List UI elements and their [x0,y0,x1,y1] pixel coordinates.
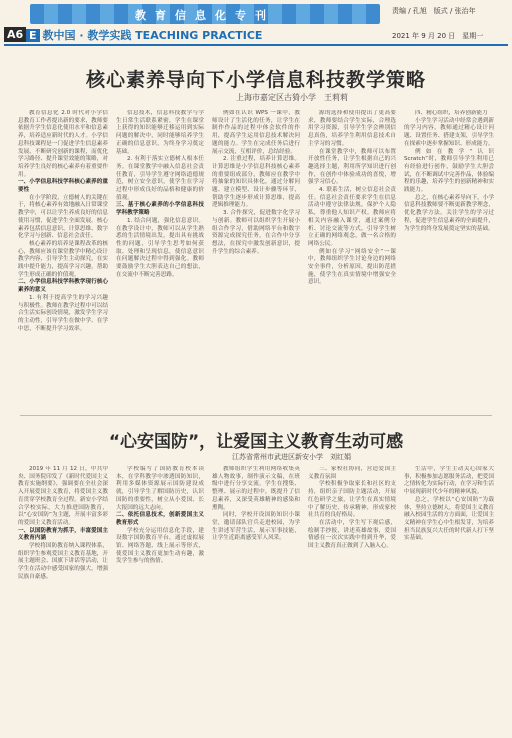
paragraph: 生活中，学生主动关心国家大事，积极参加志愿服务活动，把爱国之情转化为实际行动，在学习和生活中展现新时代少年的精神风貌。 [404,466,494,496]
special-issue-banner [30,4,380,24]
header-rule [4,44,508,46]
paragraph: 3. 合作探究，促进数字化学习与创新。教师可以组织学生开展小组合作学习，借助网络平台和数字资源完成探究任务，在合作中分享想法，在探究中激发创新意识，提升学生的综合素养。 [212,210,300,255]
subheading: 一、小学信息科技学科核心素养的重要性 [18,179,108,194]
paragraph: 1. 结合问题，强化信息意识。在教学设计中，教师可以从学生熟悉的生活情境出发，提出具有挑战性的问题，引导学生思考如何获取、处理和呈现信息，使信息意识在问题解决过程中得到强化。教师要鼓励学生大胆表达自己的想法，在交流中不断完善思路。 [116,217,204,278]
subheading: 二、小学信息科技学科教学现行核心素养的意义 [18,279,108,294]
subheading: 二、依托信息技术，创新爱国主义教育形式 [116,512,204,526]
article1-column-2 [116,110,204,410]
article1-column-5 [404,110,494,410]
article-1-headline: 核心素养导向下小学信息科技教学策略 [85,69,426,91]
paragraph: 1. 有利于提高学生的学习兴趣与积极性。教师在教学过程中可以结合生活实际创设情境，激发学生学习的主动性，引导学生在做中学、在学中思，不断提升学习效率。 [18,294,108,332]
paragraph: 总之，在核心素养导向下，小学信息科技教师要不断更新教学理念，优化教学方法，关注学生的学习过程，促进学生信息素养的全面提升，为学生的终身发展奠定坚实的基础。 [404,194,494,232]
paragraph: 总之，学校以“心安国防”为载体，坚持立德树人，将爱国主义教育融入校园生活的方方面面，让爱国主义精神在学生心中生根发芽，为培养担当民族复兴大任的时代新人打下坚实基础。 [404,496,494,542]
paragraph: 源的选择和使用提出了更高要求，教师要结合学生实际，合理选用学习资源，引导学生学会辨别信息真伪，培养学生利用信息技术自主学习的习惯。 [308,110,396,147]
banner-title: 教育信息化专刊 [135,9,275,22]
article2-column-3 [212,466,300,734]
paragraph: 例如在教学“认识 Scratch”时，教师引导学生利用已有经验进行创作，鼓励学生大胆尝试，在不断调试中完善作品，体验编程的乐趣，培养学生的创新精神和实践能力。 [404,148,494,194]
paragraph: 例如在学习“网络安全”一课中，教师组织学生讨论身边的网络安全事件，分析原因，提出防范措施，使学生在真实情境中增强安全意识。 [308,248,396,286]
paragraph: 在课堂教学中，教师可以布置开放性任务，让学生根据自己的兴趣选择主题，利用所学知识进行创作，在创作中体验成功的喜悦，增强学习信心。 [308,148,396,186]
paragraph: 信息技术，信息科技教学与学生日常生活联系紧密，学生在课堂上获得的知识能够迁移运用到实际问题的解决中，同时能够培养学生正确的信息意识，为终身学习奠定基础。 [116,110,204,155]
paragraph: 学校编写了国防教育校本读本，在学科教学中渗透国防知识，利用多媒体资源展示国防建设成就，引导学生了解国防历史，认识国防的重要性，树立从小爱国、长大报国的远大志向。 [116,466,204,511]
article2-column-5 [404,466,494,734]
paragraph: 在活动中，学生写下观后感，绘制手抄报，讲述英雄故事，爱国情感在一次次实践中得到升华，爱国主义教育真正做到了入脑入心。 [308,519,396,550]
article-divider [20,415,492,416]
section-title [26,27,262,43]
article-2-byline: 江苏省常州市武进区新安小学 刘红娟 [232,453,351,461]
paragraph: 小学生学习活动中经常会遇到新的学习内容，教师通过精心设计问题、设置任务、搭建支架，引导学生在探索中逐步掌握知识、形成能力。 [404,117,494,147]
article-1-byline: 上海市嘉定区古猗小学 王莉莉 [236,93,348,102]
paragraph: 同时，学校开设国防知识小课堂，邀请部队官兵走进校园，为学生讲述军营生活，展示军事技能，让学生近距离感受军人风采。 [212,512,300,542]
section-name: 教中国 · 教学实践 TEACHING PRACTICE [42,29,263,42]
paragraph: 学校将国防教育纳入课程体系，组织学生参观爱国主义教育基地，开展主题班会、国旗下讲话等活动，让学生在活动中感受国家的强大，增强民族自豪感。 [18,543,108,580]
paragraph: 学校充分运用信息化手段，建设数字国防教育平台，通过虚拟展馆、网络答题、线上展示等形式，使爱国主义教育更加生动有趣，激发学生参与的热情。 [116,527,204,565]
paragraph: 教师组织学生利用网络收集英雄人物故事，制作演示文稿，在班级中进行分享交流。学生在搜集、整理、展示的过程中，既提升了信息素养，又深受英雄精神的感染和熏陶。 [212,466,300,511]
article1-column-3 [212,110,300,410]
page-number: A6 [4,27,26,42]
paragraph: 四、精心组织，培养创新能力 [415,110,488,116]
subheading: 一、以国防教育为抓手，丰富爱国主义教育内涵 [18,527,108,542]
article2-column-4 [308,466,396,734]
newspaper-header [0,0,512,44]
article1-column-4 [308,110,396,410]
paragraph: 在小学阶段，立德树人的关键在于，将核心素养有效地融入日常课堂教学中，可以让学生养成良好的信息使用习惯，促进学生全面发展。核心素养包括信息意识、计算思维、数字化学习与创新、信息社会责任。 [18,194,108,240]
paragraph: 2019 年 11 月 12 日，中共中央、国务院印发了《新时代爱国主义教育实施纲要》，强调要在全社会深入开展爱国主义教育，将爱国主义教育贯穿学校教育全过程。新安小学结合学校实际，大力推进国防教育，以“心安国防”为主题，开展丰富多彩的爱国主义教育活动。 [18,466,108,526]
issue-date: 2021 年 9 月 20 日 星期一 [392,32,484,40]
paragraph: 核心素养的培养是课程改革的核心，教师应该在课堂教学中精心设计教学内容，引导学生主动探究，在实践中提升能力，提高学习兴趣，帮助学生形成正确的价值观。 [18,240,108,278]
section-badge: E [26,29,40,42]
paragraph: 4. 联系生活，树立信息社会责任。信息社会责任要求学生在信息活动中遵守法律法规，保护个人隐私，尊重他人知识产权。教师应将相关内容融入课堂，通过案例分析、讨论交流等方式，引导学生树立正确的网络观念，做一名合格的网络公民。 [308,187,396,247]
editor-credits: 责编 / 孔旭 版式 / 张治年 [392,7,476,15]
paragraph: 2. 注重过程，培养计算思维。计算思维是小学信息科技核心素养的重要组成部分，教师应在教学中将抽象的知识具体化，通过分解问题、建立模型、设计步骤等环节，帮助学生逐步形成计算思维，提高逻辑推理能力。 [212,156,300,209]
article2-column-2 [116,466,204,734]
paragraph: 三、家校社协同，营造爱国主义教育氛围 [308,466,396,480]
article1-column-1 [18,110,108,410]
paragraph: 学校积极争取家长和社区的支持，组织亲子国防主题活动，开展红色研学之旅，让学生在真实情境中了解历史、传承精神，形成家校社共育的良好格局。 [308,481,396,519]
paragraph: 2. 有利于落实立德树人根本任务。在课堂教学中融入信息社会责任教育，引导学生遵守网络道德规范，树立安全意识，使学生在学习过程中形成良好的品格和健康的价值观。 [116,156,204,201]
article-2-headline: “心安国防”，让爱国主义教育生动可感 [108,432,404,452]
subheading: 三、基于核心素养的小学信息科技学科教学策略 [116,202,204,217]
paragraph: 教育信息化 2.0 时代对小学信息教育工作者提出新的要求，教师要依据升学生信息化使用水平和信息素养，培养适应新时代的人才。小学信息科技课程是一门促进学生信息素养发展、不断研究创新的课程，而优化学习路径、提升课堂效能的策略，对培养学生良好的核心素养有着重要作用。 [18,110,108,178]
paragraph: 例如在认识 WPS 一课中，教师设计了生活化的任务，让学生在制作作品的过程中体会软件的作用，提高学生运用信息技术解决问题的能力。学生在完成任务后进行展示交流，互相评价，总结经验。 [212,110,300,155]
article2-column-1 [18,466,108,734]
